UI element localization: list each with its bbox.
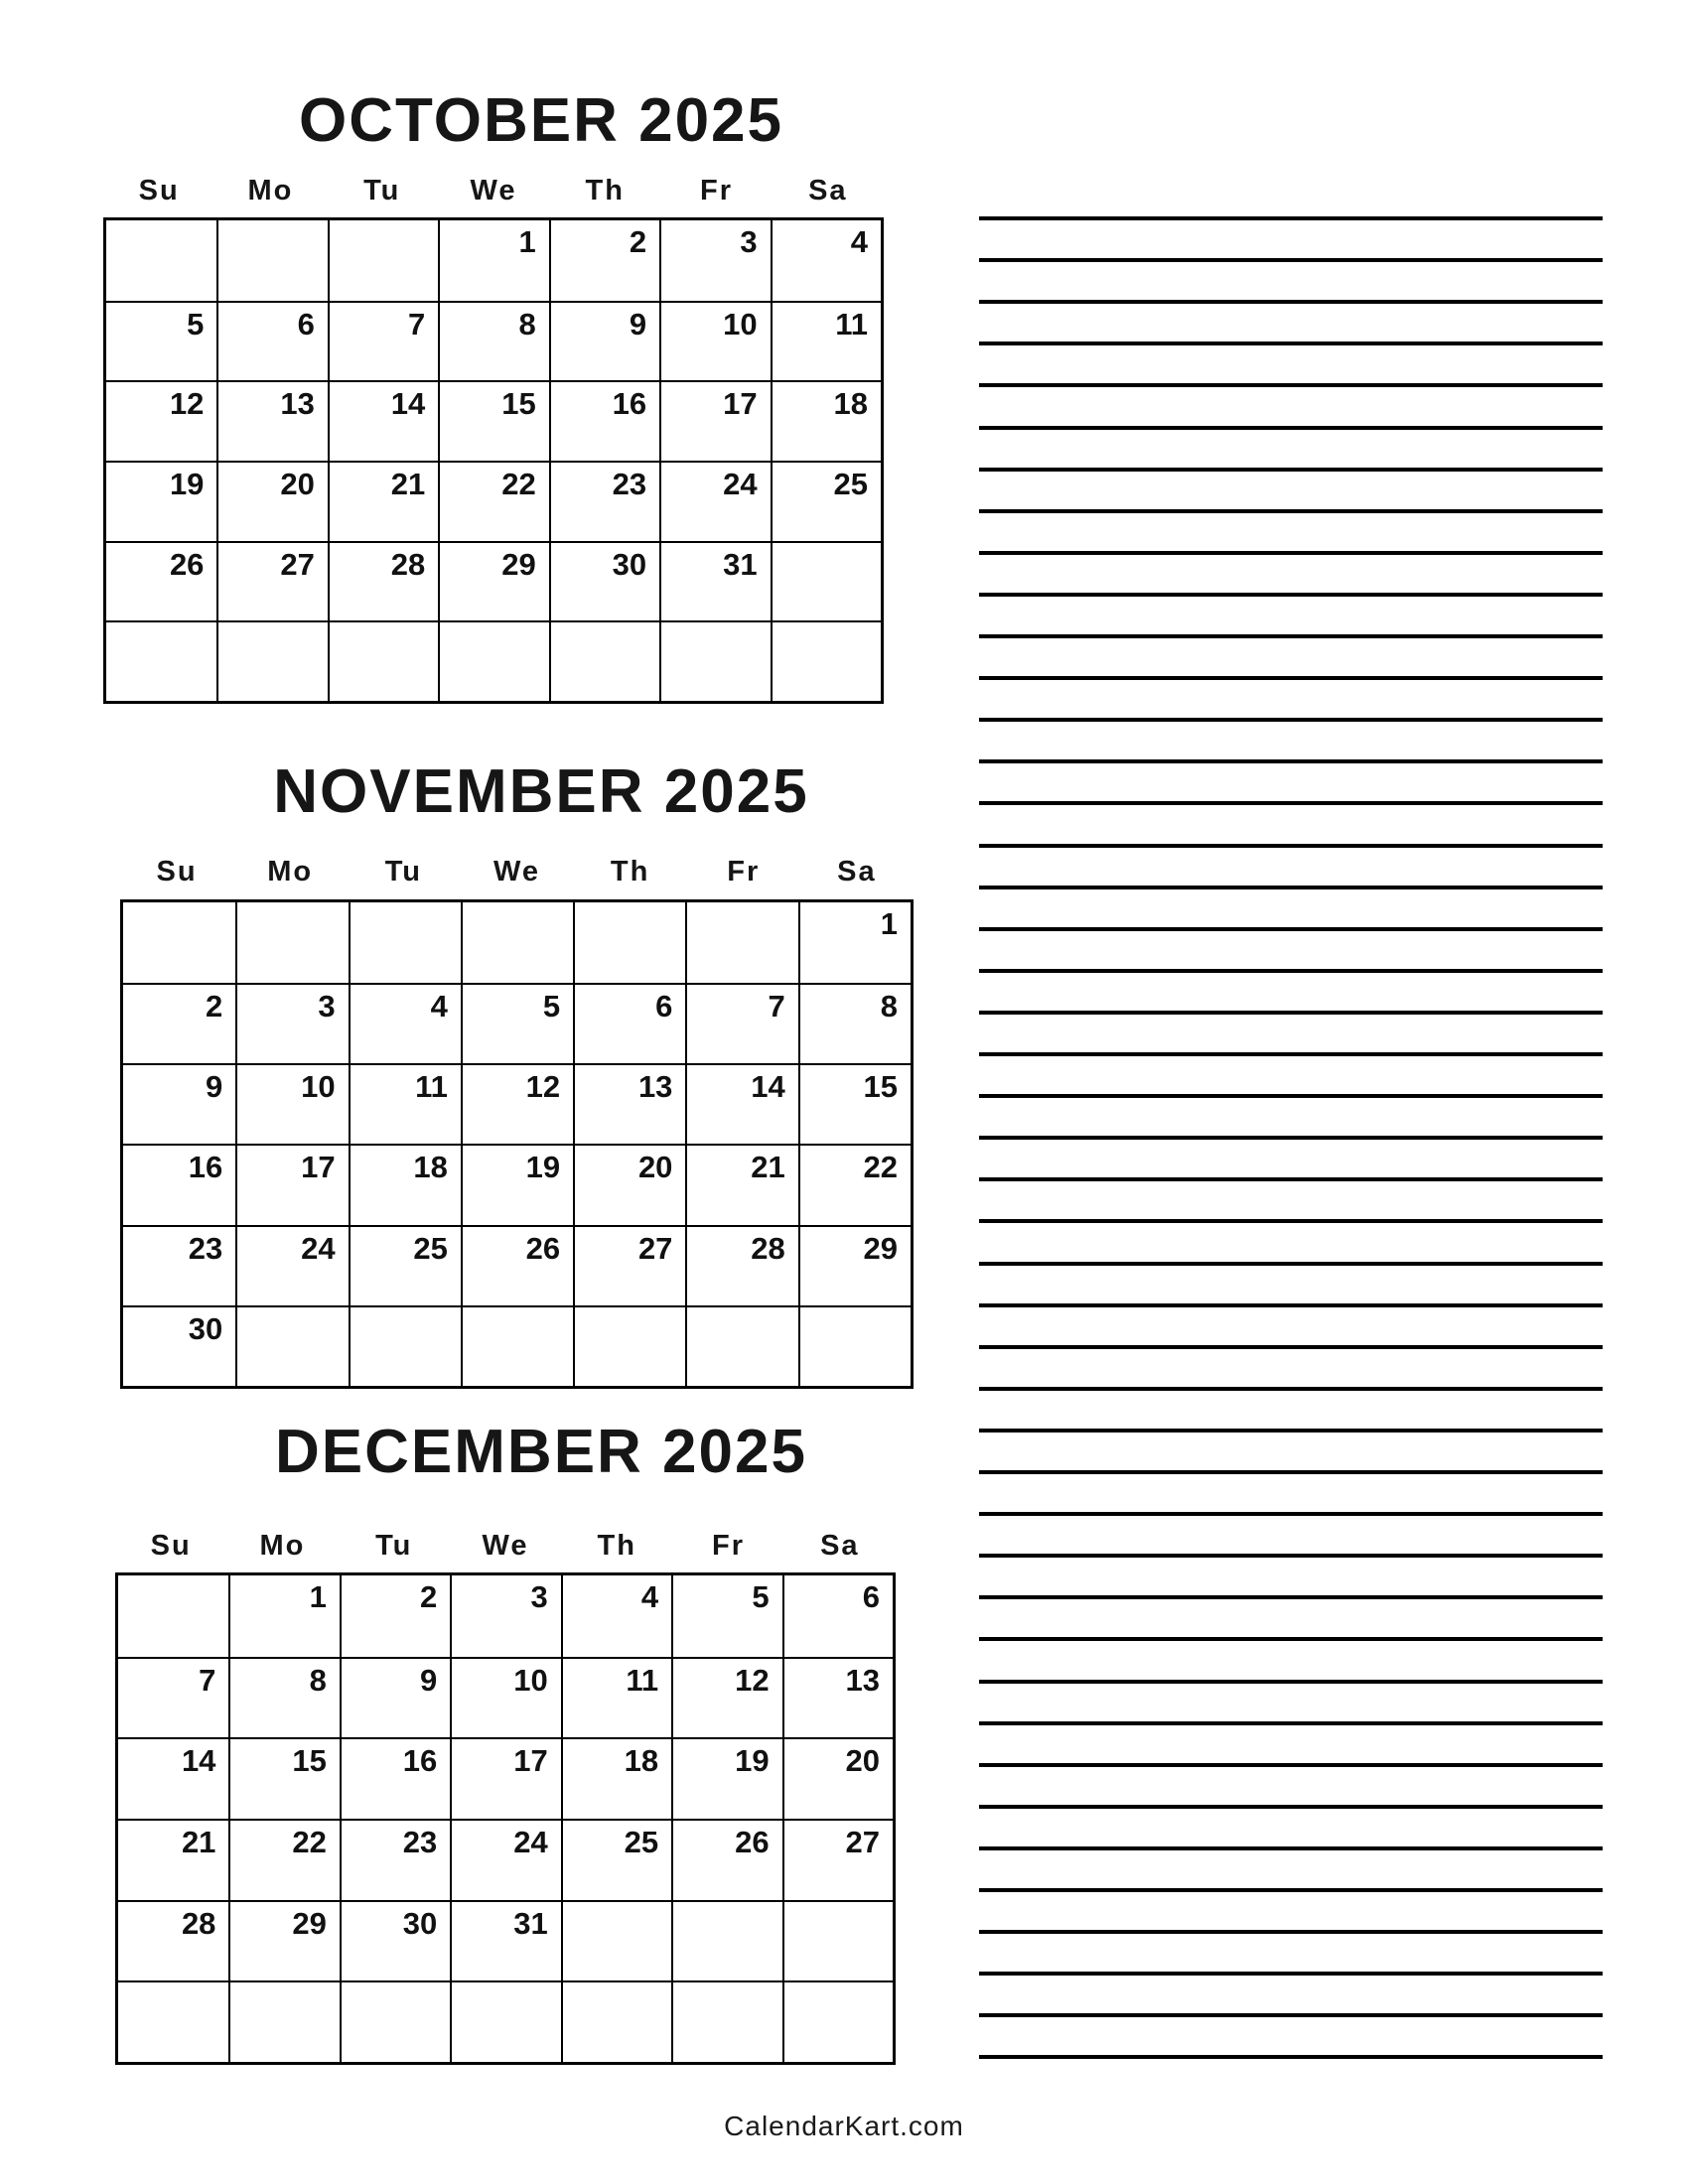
calendar-day-cell: [573, 902, 685, 983]
calendar-day-cell: 24: [450, 1819, 560, 1900]
calendar-day-cell: [349, 1305, 461, 1386]
note-line: [979, 1805, 1603, 1809]
calendar-day-cell: [216, 220, 327, 301]
calendar-day-cell: 2: [340, 1575, 450, 1657]
calendar-day-cell: 15: [798, 1063, 911, 1144]
calendar-day-cell: 8: [438, 301, 548, 381]
calendar-day-cell: [349, 902, 461, 983]
note-line: [979, 1136, 1603, 1140]
note-line: [979, 886, 1603, 889]
calendar-day-cell: 7: [118, 1657, 228, 1738]
calendar-day-cell: [798, 1305, 911, 1386]
month-grid-october: [103, 217, 884, 704]
calendar-day-cell: 18: [349, 1144, 461, 1224]
calendar-day-cell: [123, 902, 235, 983]
calendar-day-cell: [328, 220, 438, 301]
calendar-day-cell: 25: [561, 1819, 671, 1900]
calendar-day-cell: 16: [340, 1737, 450, 1819]
calendar-day-cell: 2: [123, 983, 235, 1063]
note-line: [979, 551, 1603, 555]
calendar-day-cell: 30: [340, 1900, 450, 1981]
footer-brand: CalendarKart.com: [724, 2111, 964, 2141]
calendar-day-cell: 23: [340, 1819, 450, 1900]
calendar-day-cell: [461, 902, 573, 983]
weekday-header: Fr: [712, 1530, 746, 1562]
calendar-day-cell: 18: [561, 1737, 671, 1819]
calendar-day-cell: 5: [461, 983, 573, 1063]
note-line: [979, 1345, 1603, 1349]
calendar-day-cell: 25: [771, 461, 881, 541]
calendar-day-cell: 13: [573, 1063, 685, 1144]
calendar-day-cell: 6: [782, 1575, 893, 1657]
calendar-day-cell: 17: [659, 380, 770, 461]
note-line: [979, 258, 1603, 262]
calendar-day-cell: 17: [450, 1737, 560, 1819]
calendar-day-cell: 1: [228, 1575, 339, 1657]
calendar-day-cell: 21: [328, 461, 438, 541]
note-line: [979, 676, 1603, 680]
calendar-day-cell: 21: [118, 1819, 228, 1900]
calendar-day-cell: 12: [671, 1657, 781, 1738]
calendar-day-cell: [573, 1305, 685, 1386]
weekday-header: Sa: [820, 1530, 860, 1562]
weekday-header: Th: [597, 1530, 636, 1562]
note-line: [979, 2013, 1603, 2017]
calendar-day-cell: 30: [549, 541, 659, 621]
calendar-day-cell: [216, 620, 327, 701]
calendar-day-cell: [782, 1900, 893, 1981]
calendar-day-cell: 24: [235, 1225, 348, 1305]
calendar-day-cell: 4: [349, 983, 461, 1063]
calendar-day-cell: 22: [438, 461, 548, 541]
month-grid-november: [120, 899, 914, 1389]
weekday-header: Su: [138, 175, 180, 206]
month-title-december: DECEMBER 2025: [275, 1418, 807, 1486]
calendar-day-cell: 31: [659, 541, 770, 621]
note-line: [979, 383, 1603, 387]
note-line: [979, 1930, 1603, 1934]
note-line: [979, 509, 1603, 513]
calendar-day-cell: 16: [123, 1144, 235, 1224]
calendar-day-cell: [549, 620, 659, 701]
weekday-header: Mo: [267, 856, 314, 887]
note-line: [979, 1846, 1603, 1850]
weekday-header: Su: [150, 1530, 192, 1562]
note-line: [979, 2055, 1603, 2059]
calendar-day-cell: 26: [671, 1819, 781, 1900]
calendar-day-cell: 10: [659, 301, 770, 381]
calendar-day-cell: 23: [123, 1225, 235, 1305]
calendar-day-cell: 20: [782, 1737, 893, 1819]
calendar-day-cell: [106, 220, 216, 301]
calendar-day-cell: 25: [349, 1225, 461, 1305]
calendar-day-cell: 14: [328, 380, 438, 461]
calendar-day-cell: 1: [438, 220, 548, 301]
note-line: [979, 759, 1603, 763]
note-line: [979, 1177, 1603, 1181]
calendar-day-cell: 3: [659, 220, 770, 301]
calendar-day-cell: [659, 620, 770, 701]
weekday-header: Sa: [808, 175, 848, 206]
note-line: [979, 801, 1603, 805]
weekday-header-row: [120, 858, 914, 886]
calendar-day-cell: 21: [685, 1144, 797, 1224]
weekday-header: Fr: [700, 175, 734, 206]
calendar-day-cell: [228, 1980, 339, 2062]
calendar-day-cell: 5: [106, 301, 216, 381]
calendar-day-cell: [782, 1980, 893, 2062]
note-line: [979, 718, 1603, 722]
calendar-day-cell: 13: [782, 1657, 893, 1738]
month-grid-december: [115, 1572, 896, 2065]
calendar-day-cell: 15: [228, 1737, 339, 1819]
calendar-day-cell: 2: [549, 220, 659, 301]
calendar-day-cell: 16: [549, 380, 659, 461]
calendar-day-cell: 20: [573, 1144, 685, 1224]
calendar-day-cell: [235, 1305, 348, 1386]
calendar-day-cell: 30: [123, 1305, 235, 1386]
calendar-day-cell: [118, 1980, 228, 2062]
calendar-day-cell: 15: [438, 380, 548, 461]
calendar-day-cell: 10: [450, 1657, 560, 1738]
note-line: [979, 844, 1603, 848]
calendar-day-cell: 19: [106, 461, 216, 541]
calendar-day-cell: [771, 620, 881, 701]
calendar-day-cell: 3: [235, 983, 348, 1063]
calendar-day-cell: 14: [685, 1063, 797, 1144]
calendar-day-cell: 9: [123, 1063, 235, 1144]
weekday-header-row: [103, 177, 884, 205]
calendar-day-cell: 26: [461, 1225, 573, 1305]
note-line: [979, 1429, 1603, 1433]
calendar-day-cell: 4: [771, 220, 881, 301]
weekday-header: Th: [585, 175, 625, 206]
calendar-day-cell: 22: [228, 1819, 339, 1900]
calendar-day-cell: 8: [228, 1657, 339, 1738]
note-line: [979, 1972, 1603, 1976]
note-line: [979, 1094, 1603, 1098]
note-line: [979, 1637, 1603, 1641]
calendar-day-cell: 7: [328, 301, 438, 381]
calendar-day-cell: 9: [340, 1657, 450, 1738]
calendar-day-cell: 11: [561, 1657, 671, 1738]
calendar-day-cell: 27: [573, 1225, 685, 1305]
note-line: [979, 1512, 1603, 1516]
calendar-day-cell: 4: [561, 1575, 671, 1657]
calendar-day-cell: 28: [328, 541, 438, 621]
calendar-day-cell: 9: [549, 301, 659, 381]
calendar-day-cell: 18: [771, 380, 881, 461]
calendar-day-cell: 17: [235, 1144, 348, 1224]
calendar-day-cell: 13: [216, 380, 327, 461]
calendar-day-cell: 12: [106, 380, 216, 461]
weekday-header: Fr: [727, 856, 761, 887]
note-line: [979, 1052, 1603, 1056]
calendar-day-cell: [685, 902, 797, 983]
note-line: [979, 468, 1603, 472]
note-line: [979, 969, 1603, 973]
weekday-header: Mo: [247, 175, 294, 206]
calendar-day-cell: [461, 1305, 573, 1386]
calendar-day-cell: 20: [216, 461, 327, 541]
calendar-day-cell: 23: [549, 461, 659, 541]
calendar-day-cell: 11: [771, 301, 881, 381]
calendar-day-cell: [671, 1900, 781, 1981]
weekday-header: Sa: [837, 856, 877, 887]
calendar-day-cell: 8: [798, 983, 911, 1063]
calendar-day-cell: [450, 1980, 560, 2062]
weekday-header: We: [470, 175, 517, 206]
note-line: [979, 1262, 1603, 1266]
calendar-day-cell: 3: [450, 1575, 560, 1657]
note-line: [979, 1303, 1603, 1307]
calendar-day-cell: [561, 1900, 671, 1981]
note-line: [979, 1721, 1603, 1725]
calendar-day-cell: 19: [671, 1737, 781, 1819]
calendar-day-cell: [561, 1980, 671, 2062]
calendar-day-cell: 26: [106, 541, 216, 621]
note-line: [979, 1595, 1603, 1599]
calendar-day-cell: 5: [671, 1575, 781, 1657]
calendar-day-cell: [340, 1980, 450, 2062]
calendar-day-cell: 10: [235, 1063, 348, 1144]
calendar-day-cell: 28: [685, 1225, 797, 1305]
calendar-day-cell: 11: [349, 1063, 461, 1144]
weekday-header: Su: [156, 856, 198, 887]
calendar-day-cell: 6: [216, 301, 327, 381]
note-line: [979, 1219, 1603, 1223]
calendar-day-cell: [671, 1980, 781, 2062]
weekday-header: We: [493, 856, 540, 887]
calendar-day-cell: 24: [659, 461, 770, 541]
calendar-day-cell: 29: [798, 1225, 911, 1305]
month-title-november: NOVEMBER 2025: [273, 757, 809, 826]
note-line: [979, 341, 1603, 345]
calendar-day-cell: 1: [798, 902, 911, 983]
calendar-day-cell: 19: [461, 1144, 573, 1224]
note-line: [979, 300, 1603, 304]
note-line: [979, 1387, 1603, 1391]
weekday-header: We: [482, 1530, 529, 1562]
calendar-day-cell: [235, 902, 348, 983]
month-title-october: OCTOBER 2025: [298, 86, 784, 155]
note-line: [979, 216, 1603, 220]
note-line: [979, 1554, 1603, 1558]
calendar-day-cell: 7: [685, 983, 797, 1063]
note-line: [979, 634, 1603, 638]
note-line: [979, 593, 1603, 597]
calendar-day-cell: [771, 541, 881, 621]
weekday-header-row: [115, 1532, 896, 1560]
calendar-day-cell: [106, 620, 216, 701]
calendar-day-cell: 29: [228, 1900, 339, 1981]
calendar-day-cell: 22: [798, 1144, 911, 1224]
calendar-day-cell: 12: [461, 1063, 573, 1144]
calendar-day-cell: 28: [118, 1900, 228, 1981]
calendar-day-cell: 31: [450, 1900, 560, 1981]
calendar-day-cell: 6: [573, 983, 685, 1063]
calendar-day-cell: [685, 1305, 797, 1386]
weekday-header: Tu: [375, 1530, 413, 1562]
note-line: [979, 426, 1603, 430]
note-line: [979, 1888, 1603, 1892]
weekday-header: Tu: [363, 175, 401, 206]
calendar-day-cell: [328, 620, 438, 701]
weekday-header: Tu: [384, 856, 422, 887]
note-line: [979, 1011, 1603, 1015]
note-line: [979, 1680, 1603, 1684]
calendar-day-cell: 27: [216, 541, 327, 621]
weekday-header: Th: [610, 856, 650, 887]
calendar-day-cell: [438, 620, 548, 701]
calendar-day-cell: [118, 1575, 228, 1657]
note-line: [979, 1763, 1603, 1767]
note-line: [979, 927, 1603, 931]
calendar-day-cell: 27: [782, 1819, 893, 1900]
weekday-header: Mo: [259, 1530, 306, 1562]
calendar-day-cell: 14: [118, 1737, 228, 1819]
calendar-day-cell: 29: [438, 541, 548, 621]
note-line: [979, 1470, 1603, 1474]
